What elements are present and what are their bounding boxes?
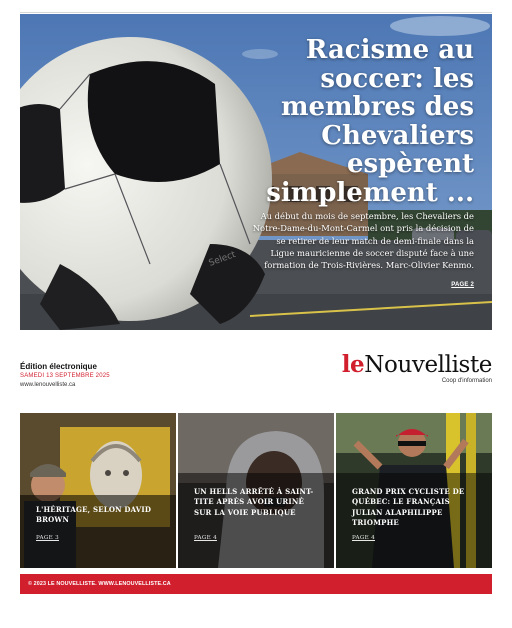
logo-tagline: Coop d'information <box>441 378 492 384</box>
story-cards <box>20 413 492 568</box>
logo-name: Nouvelliste <box>364 352 492 378</box>
edition-title: Édition électronique <box>20 362 97 371</box>
hero-headline[interactable]: Racisme au soccer: les membres des Chevaliers espèrent simplement ... <box>266 35 474 208</box>
card-headline[interactable]: UN HELLS ARRÊTÉ À SAINT-TITE APRÈS AVOIR URINÉ SUR LA VOIE PUBLIQUE <box>194 487 314 517</box>
hero-page-link[interactable]: PAGE 2 <box>451 282 474 288</box>
story-card[interactable] <box>336 413 492 568</box>
newspaper-logo[interactable] <box>342 350 492 380</box>
card-photo-david-brown <box>20 413 176 568</box>
story-card[interactable] <box>178 413 334 568</box>
website-link[interactable]: www.lenouvelliste.ca <box>20 382 76 388</box>
card-page-link[interactable]: PAGE 3 <box>36 535 59 541</box>
svg-text:Select: Select <box>207 249 238 269</box>
card-page-link[interactable]: PAGE 4 <box>352 535 375 541</box>
story-card[interactable] <box>20 413 176 568</box>
footer-bar <box>20 574 492 594</box>
card-headline[interactable]: L'HÉRITAGE, SELON DAVID BROWN <box>36 505 152 525</box>
logo-prefix: le <box>341 351 365 378</box>
card-page-link[interactable]: PAGE 4 <box>194 535 217 541</box>
hero-story[interactable] <box>20 14 492 330</box>
footer-copyright[interactable]: © 2023 LE NOUVELLISTE. WWW.LENOUVELLISTE.CA <box>28 581 171 587</box>
top-divider <box>20 12 492 13</box>
card-headline[interactable]: GRAND PRIX CYCLISTE DE QUÉBEC: LE FRANÇAIS JULIAN ALAPHILIPPE TRIOMPHE <box>352 487 465 527</box>
edition-date: SAMEDI 13 SEPTEMBRE 2025 <box>20 373 110 379</box>
hero-summary: Au début du mois de septembre, les Chevaliers de Notre-Dame-du-Mont-Carmel ont pris la décision de se retirer de leur match de demi-finale dans la Ligue mauricienne de soccer disputé face à une formation de Trois-Rivières. Marc-Olivier Kenmo. <box>252 211 474 271</box>
